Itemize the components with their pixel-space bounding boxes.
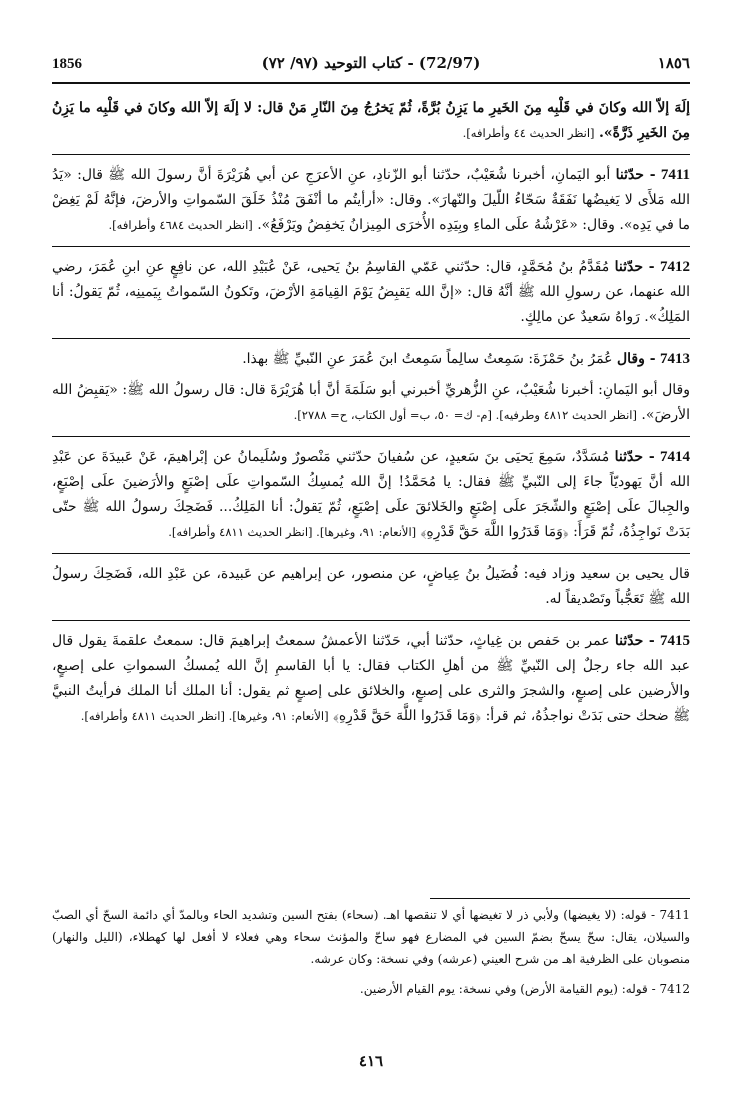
hadith-number: 7414 <box>660 449 691 465</box>
intro-paragraph <box>52 96 690 146</box>
hadith-reference: [الأنعام: ٩١، وغيرها]. [انظر الحديث ٤٨١١ وأطرافه]. <box>168 525 417 539</box>
main-text <box>52 96 690 735</box>
page-number-latin: 1856 <box>52 56 82 72</box>
hadith-text: مُقَدَّمُ بنُ مُحَمَّدٍ، قال: حدّثني عَمّي القاسِمُ بنُ يَحيى، عَنْ عُبَيْدِ الله، عن نافِعٍ عنِ ابنِ عُمَرَ، رضي الله عنهما، عن رسولِ الله ﷺ أنَّهُ قال: «إنَّ الله يَقبِضُ يَوْمَ القِيامَةِ الأرْضَ، وتَكونُ السّمواتُ بِيَمينِه، ثُمّ يَقولُ: أنا المَلِكُ». رَواهُ سَعيدٌ عن مالِكٍ. <box>52 259 690 325</box>
hadith-text: أبو اليَمانِ، أخبرنا شُعَيْبٌ، حدّثنا أبو الزّنادِ، عنِ الأعرَجِ عن أبي هُرَيْرَةَ أنَّ رسولَ الله ﷺ قال: «يَدُ الله مَلأَى لا يَغيضُها نَفَقَةٌ سَحّاءُ اللّيلَ والنّهارَ». وقال: «أرأيتُم ما أنْفَقَ مُنْذُ خَلَقَ السّمواتِ والأرضَ، فإنَّهُ لَمْ يَغِضْ ما في يَدِه». وقال: «عَرْشُهُ علَى الماءِ وبِيَدِه الأُخرَى المِيزانُ يَخفِضُ ويَرْفَعُ». <box>52 167 690 233</box>
hadith-number: 7412 <box>660 259 690 275</box>
hadith-number: 7413 <box>660 351 690 367</box>
hadith-lead: - حدّثنا <box>614 633 655 649</box>
hadith-text: قال يحيى بن سعيد وزاد فيه: فُضَيلُ بنُ عِياضٍ، عن منصور، عن إبراهيم عن عَبيدة، عن عَبْدِ الله، فَضَحِكَ رسولُ الله ﷺ تَعَجُّباً وتَصْديقاً له. <box>52 566 690 607</box>
hadith-number: 7415 <box>660 633 690 649</box>
hadith-reference: [انظر الحديث ٤٦٨٤ وأطرافه]. <box>108 218 253 232</box>
hadith-text: عمر بن حَفص بن غِياثٍ، حدّثنا أبي، حَدّثنا الأعمشُ سمعتُ إبراهيمَ قال: سمعتُ علقمةَ يقول قال عبد الله جاء رجلٌ إلى النّبيِّ ﷺ من أهلِ الكتاب فقال: يا أبا القاسمِ إنَّ الله يُمسكُ السمواتِ على إصبعٍ، والأرضين على إصبعٍ، والشجرَ والثرى على إصبعٍ، والخلائق على إصبعٍ ثم يقول: أنا الملك أنا الملك فرأيتُ النبيَّ ﷺ ضحك حتى بَدَتْ نواجذُهُ، ثم قرأ: ﴿وَمَا قَدَرُوا اللَّهَ حَقَّ قَدْرِهِ﴾ <box>52 633 690 724</box>
separator <box>52 338 690 339</box>
intro-text: إلَهَ إلاّ الله وكانَ في قَلْبِه مِنَ الخَيرِ ما يَزِنُ بُرَّةً، ثُمّ يَخرُجُ مِنَ النّارِ مَنْ قال: لا إلَهَ إلاّ الله وكانَ في قَلْبِه ما يَزِنُ مِنَ الخَيرِ ذَرَّةً». <box>52 100 690 141</box>
hadith-reference: [الأنعام: ٩١، وغيرها]. [انظر الحديث ٤٨١١ وأطرافه]. <box>80 709 329 723</box>
separator <box>52 620 690 621</box>
hadith-lead: - حدّثنا <box>615 167 656 183</box>
hadith-text: وقال أبو اليَمانِ: أخبرنا شُعَيْبٌ، عنِ الزُّهريِّ أخبرني أبو سَلَمَةَ أنَّ أبا هُرَيْرَةَ قال: قال رسولُ الله ﷺ: «يَقبِضُ الله الأرضَ». <box>52 382 690 423</box>
hadith-7412 <box>52 255 690 330</box>
separator <box>52 154 690 155</box>
hadith-reference: [انظر الحديث ٤٨١٢ وطرفيه]. [م- ك= ٥٠، ب= أول الكتاب، ح= ٢٧٨٨]. <box>293 408 637 422</box>
separator <box>52 553 690 554</box>
intro-reference: [انظر الحديث ٤٤ وأطرافه]. <box>462 126 595 140</box>
hadith-lead: - وقال <box>616 351 656 367</box>
hadith-7413 <box>52 347 690 372</box>
footnote-rule <box>430 898 690 899</box>
hadith-7414 <box>52 445 690 545</box>
hadith-text: عُمَرُ بنُ حَمْزَةَ: سَمِعتُ سالِماً سَمِعتُ ابنَ عُمَرَ عنِ النّبيِّ ﷺ بهذا. <box>242 351 613 367</box>
hadith-7411 <box>52 163 690 238</box>
separator <box>52 436 690 437</box>
page-header <box>52 50 690 84</box>
footnote-7411: 7411 - قوله: (لا يغيضها) ولأبي ذر لا تغيضها أي لا تنقصها اهـ. (سحاء) بفتح السين وتشديد الحاء وبالمدّ أي دائمة السحّ أي الصبّ والسيلان، يقال: سحّ يسحّ بضمّ السين في المضارع فهو ساحّ والمؤنث سحاء وهي فعلاء لا أفعل لها كهطلاء، (الليل والنهار) منصوبان على الظرفية اهـ من شرح العيني (عرشه) وفي نسخة: وكان عرشه. <box>52 908 690 966</box>
hadith-lead: - حدّثنا <box>614 449 655 465</box>
hadith-7414-addendum <box>52 562 690 612</box>
separator <box>52 246 690 247</box>
hadith-7415 <box>52 629 690 729</box>
hadith-7413-addendum <box>52 378 690 428</box>
page-number-arabic: ١٨٥٦ <box>657 54 690 72</box>
footnotes <box>52 904 690 1008</box>
hadith-lead: - حدّثنا <box>614 259 655 275</box>
footnote-7412: 7412 - قوله: (يوم القيامة الأرض) وفي نسخة: يوم القيام الأرضين. <box>359 982 690 996</box>
hadith-number: 7411 <box>660 167 691 183</box>
book-title: (72/97) - كتاب التوحيد (٩٧/ ٧٢) <box>261 54 481 72</box>
page-number-footer: ٤١٦ <box>358 1052 384 1070</box>
hadith-text: مُسَدَّدٌ، سَمِعَ يَحيَى بنَ سَعيدٍ، عن سُفيانَ حدّثني مَنْصورٌ وسُلَيمانُ عن إبْراهيمَ، عَنْ عَبيدَةَ عن عَبْدِ الله أنَّ يَهوديّاً جاءَ إلى النّبيِّ ﷺ فقال: يا مُحَمَّدُ! إنَّ الله يُمسِكُ السّمواتِ علَى إصْبَعٍ والأرَضينَ علَى إصْبَعٍ، والجِبالَ علَى إصْبَعٍ والشّجَرَ علَى إصْبَعٍ والخَلائقَ علَى إصْبَعٍ، ثُمّ يَقولُ: أنا المَلِكُ... فَضَحِكَ رسولُ الله ﷺ حتّى بَدَتْ نَواجِذُهُ، ثُمّ قَرَأَ: ﴿وَمَا قَدَرُوا اللَّهَ حَقَّ قَدْرِهِ﴾ <box>52 449 690 540</box>
